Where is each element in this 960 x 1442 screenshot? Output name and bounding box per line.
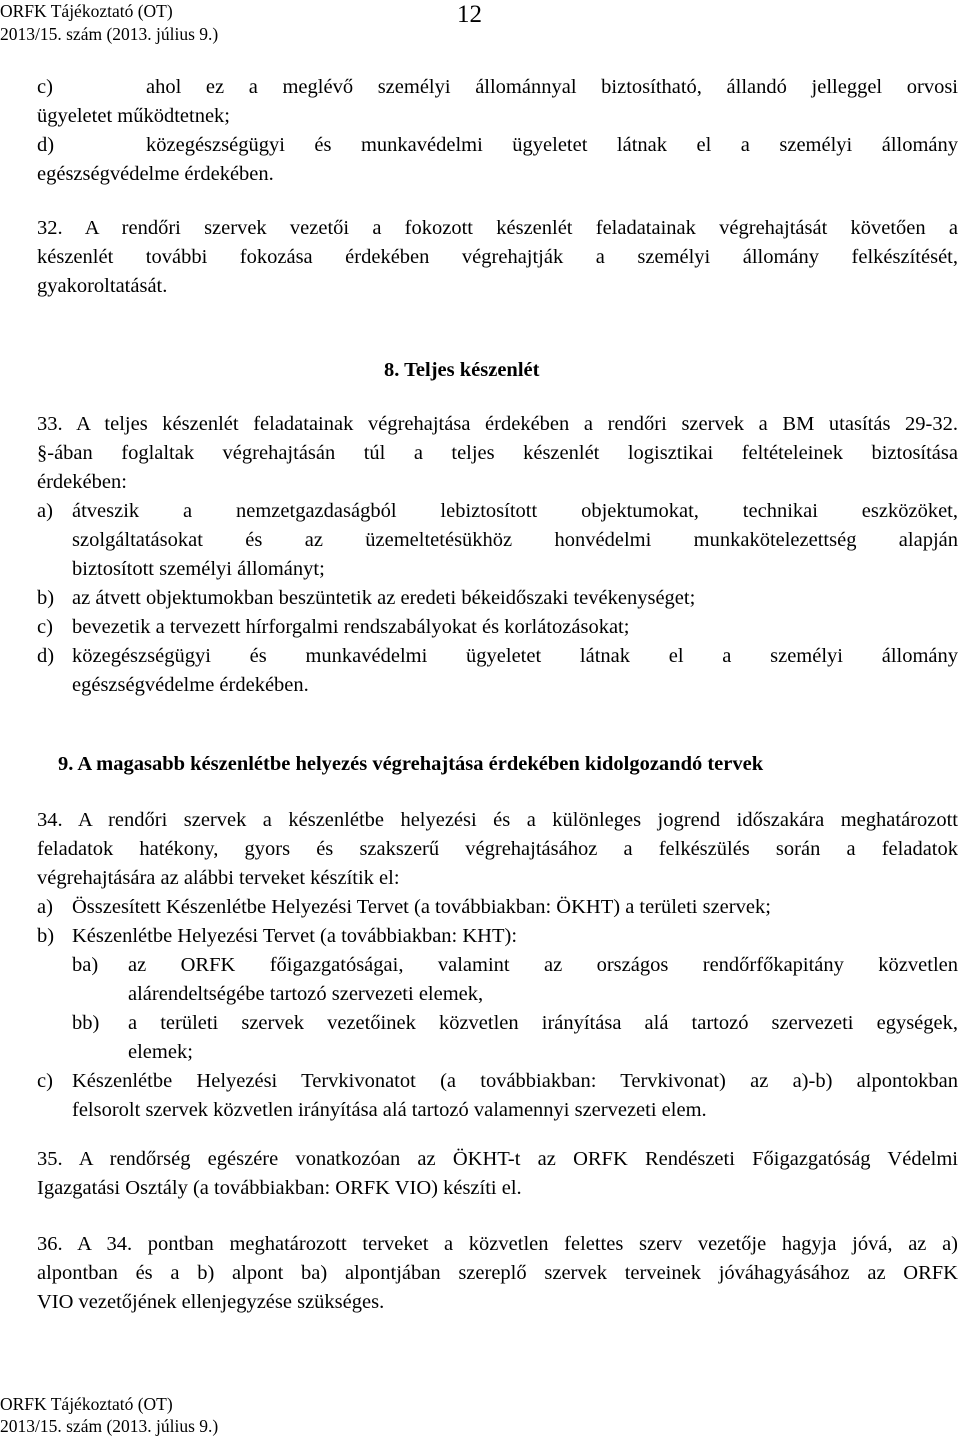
list-item-b [37,922,958,951]
item-text: ahol ez a meglévő személyi állománnyal biztosítható, állandó jelleggel orvosi [146,76,958,98]
paragraph-35 [37,1145,958,1203]
footer-publication: ORFK Tájékoztató (OT) [0,1394,173,1414]
paragraph-32 [37,214,958,301]
item-text: egészségvédelme érdekében. [72,674,309,696]
list-item-c [37,613,958,642]
list-item-a [37,893,958,922]
list-item-a [37,497,958,584]
list-item-ba [37,951,958,1009]
header-publication: ORFK Tájékoztató (OT) [0,1,173,21]
list-item-d [37,131,958,160]
paragraph-line: VIO vezetőjének ellenjegyzése szükséges. [37,1291,385,1313]
section-8-heading: 8. Teljes készenlét [384,359,540,381]
paragraph-line: 35. A rendőrség egészére vonatkozóan az ÖKHT-t az ORFK Rendészeti Főigazgatóság Védelmi [37,1148,958,1170]
item-text: az átvett objektumokban beszüntetik az eredeti békeidőszaki tevékenységet; [72,587,696,609]
item-text: alárendeltségébe tartozó szervezeti elemek, [128,983,484,1005]
header-issue: 2013/15. szám (2013. július 9.) [0,24,219,44]
paragraph-33 [37,410,958,700]
item-text: a területi szervek vezetőinek közvetlen irányítása alá tartozó szervezeti egységek, [128,1012,958,1034]
item-label: d) [37,134,55,156]
item-text: biztosított személyi állományt; [72,558,325,580]
paragraph-36 [37,1230,958,1317]
item-text: közegészségügyi és munkavédelmi ügyeletet látnak el a személyi állomány [146,134,958,156]
paragraph-line: 32. A rendőri szervek vezetői a fokozott készenlét feladatainak végrehajtását követően a [37,217,958,239]
page-number: 12 [457,1,482,28]
item-text: szolgáltatásokat és az üzemeltetésükhöz honvédelmi munkakötelezettség alapján [72,529,958,551]
item-text: Készenlétbe Helyezési Tervkivonatot (a továbbiakban: Tervkivonat) az a)-b) alpontokban [72,1070,958,1092]
item-text: közegészségügyi és munkavédelmi ügyeletet látnak el a személyi állomány [72,645,958,667]
paragraph-line: alpontban és a b) alpont ba) alpontjában szereplő szervek terveinek jóváhagyásához az ORFK [37,1262,958,1284]
list-item-c [37,73,958,102]
item-text: elemek; [128,1041,193,1063]
item-text: bevezetik a tervezett hírforgalmi rendszabályokat és korlátozásokat; [72,616,630,638]
item-text: egészségvédelme érdekében. [37,163,274,185]
item-label: b) [37,925,55,947]
paragraph-line: §-ában foglaltak végrehajtásán túl a teljes készenlét logisztikai feltételeinek biztosítása [37,442,958,464]
list-top [37,73,958,189]
paragraph-line: 36. A 34. pontban meghatározott terveket a közvetlen felettes szerv vezetője hagyja jóvá, az a) [37,1233,958,1255]
paragraph-line: Igazgatási Osztály (a továbbiakban: ORFK VIO) készíti el. [37,1177,522,1199]
item-text: Készenlétbe Helyezési Tervet (a továbbiakban: KHT): [72,925,518,947]
item-label: a) [37,500,53,522]
item-label: b) [37,587,55,609]
paragraph-line: 34. A rendőri szervek a készenlétbe helyezési és a különleges jogrend időszakára meghatározott [37,809,958,831]
item-text: az ORFK főigazgatóságai, valamint az országos rendőrfőkapitány közvetlen [128,954,958,976]
item-label: a) [37,896,53,918]
item-label: c) [37,1070,53,1092]
section-9-heading: 9. A magasabb készenlétbe helyezés végrehajtása érdekében kidolgozandó tervek [58,753,764,775]
paragraph-line: készenlét további fokozása érdekében végrehajtják a személyi állomány felkészítését, [37,246,958,268]
paragraph-34 [37,806,958,1125]
paragraph-line: gyakoroltatását. [37,275,168,297]
list-item-bb [37,1009,958,1067]
paragraph-line: végrehajtására az alábbi terveket készítik el: [37,867,400,889]
paragraph-line: 33. A teljes készenlét feladatainak végrehajtása érdekében a rendőri szervek a BM utasítás 29-32. [37,413,958,435]
item-text: Összesített Készenlétbe Helyezési Tervet (a továbbiakban: ÖKHT) a területi szervek; [72,896,771,918]
running-header [0,0,218,46]
item-label: d) [37,645,55,667]
footer-issue: 2013/15. szám (2013. július 9.) [0,1416,219,1436]
item-text: felsorolt szervek közvetlen irányítása alá tartozó valamennyi szervezeti elem. [72,1099,707,1121]
paragraph-line: érdekében: [37,471,127,493]
paragraph-line: feladatok hatékony, gyors és szakszerű végrehajtásához a felkészülés során a feladatok [37,838,958,860]
item-label: c) [37,616,53,638]
list-item-d [37,642,958,700]
item-text: átveszik a nemzetgazdaságból lebiztosított objektumokat, technikai eszközöket, [72,500,958,522]
list-item-b [37,584,958,613]
item-label: ba) [72,954,99,976]
item-label: bb) [72,1012,100,1034]
item-label: c) [37,76,53,98]
item-text: ügyeletet működtetnek; [37,105,230,127]
running-footer [0,1393,218,1437]
list-item-c [37,1067,958,1125]
